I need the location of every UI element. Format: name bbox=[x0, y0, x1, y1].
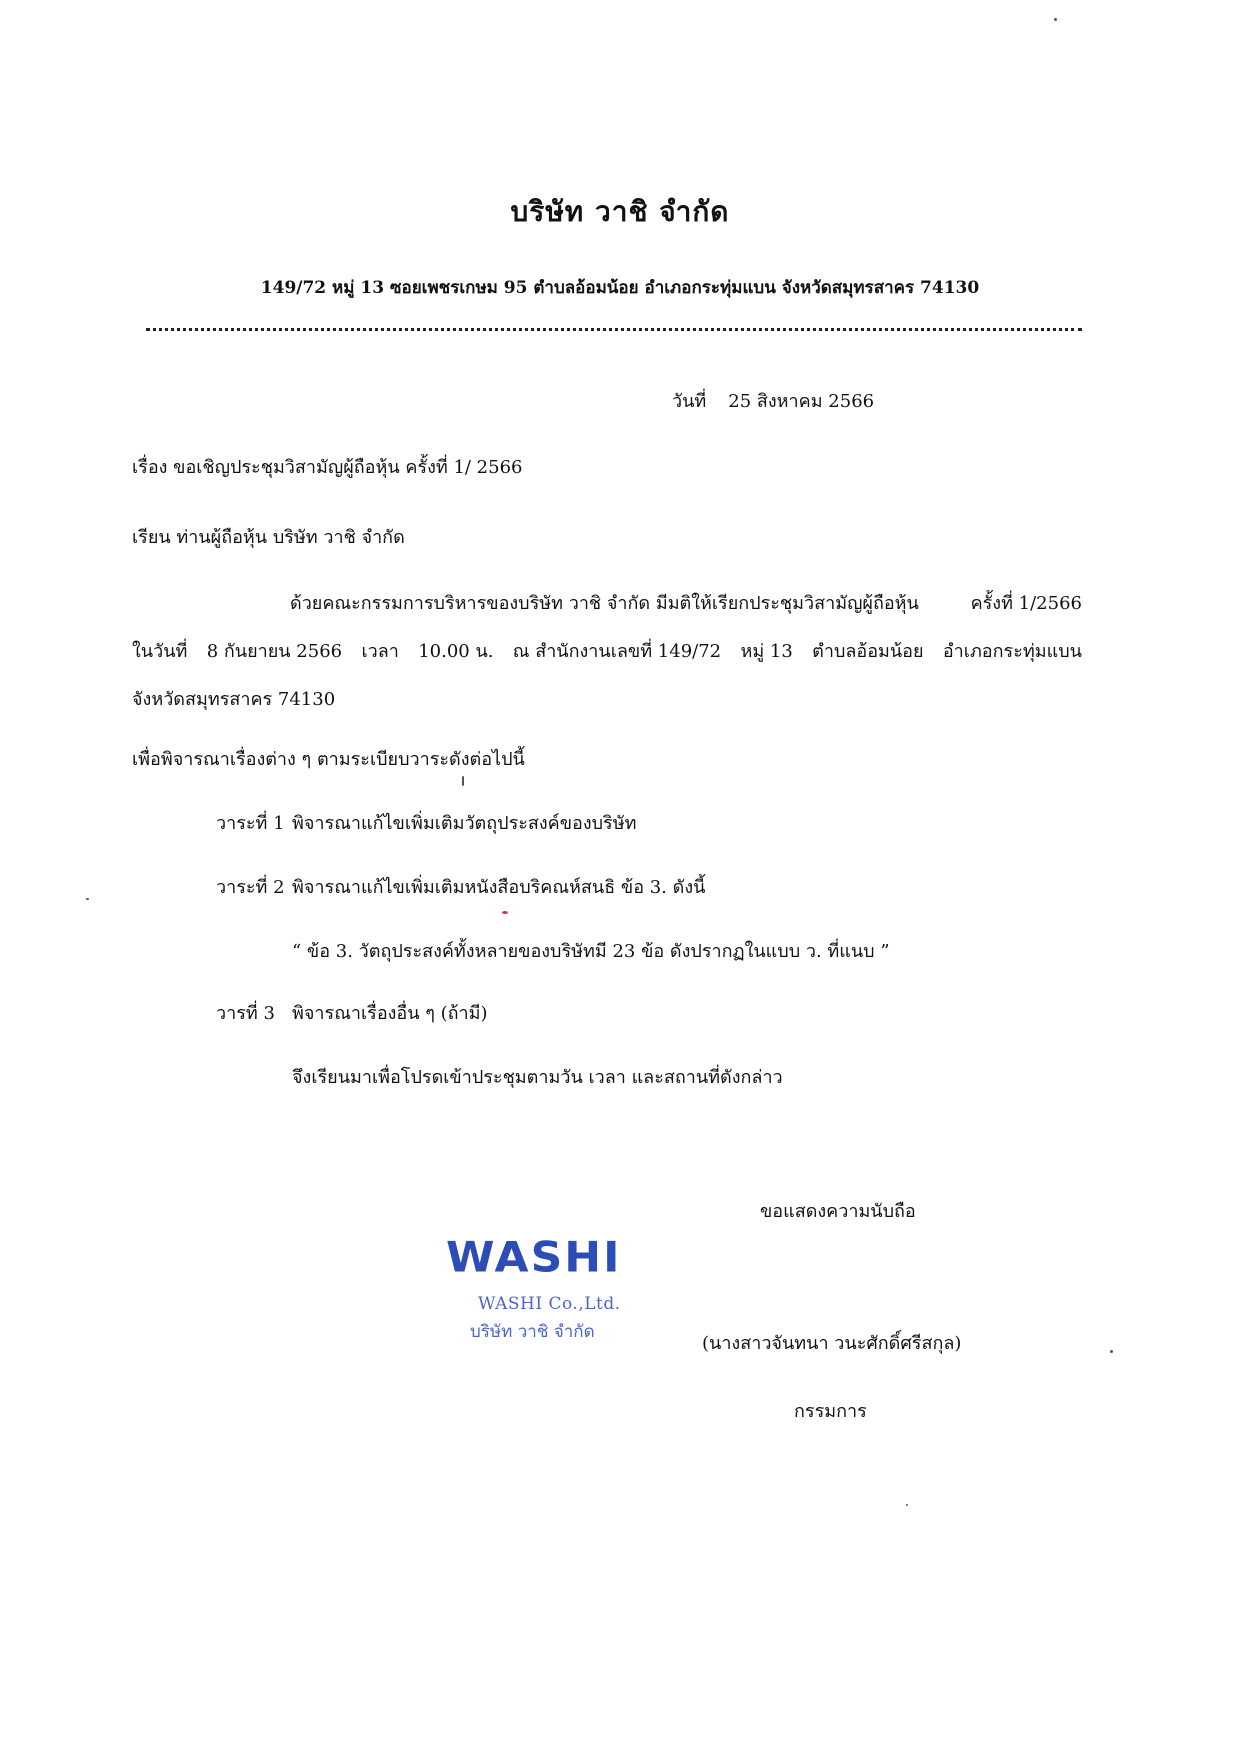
agenda-item bbox=[216, 872, 705, 901]
closing-paragraph: จึงเรียนมาเพื่อโปรดเข้าประชุมตามวัน เวลา และสถานที่ดังกล่าว bbox=[292, 1067, 783, 1088]
agenda-item-number: วาระที่ 1 bbox=[216, 813, 285, 834]
company-name: บริษัท วาชิ จำกัด bbox=[510, 195, 730, 228]
body-line-2-part: 8 กันยายน 2566 bbox=[206, 641, 343, 662]
stamp-logo: WASHI bbox=[446, 1233, 622, 1282]
body-line-1-meeting-no: ครั้งที่ 1/2566 bbox=[970, 593, 1082, 614]
stamp-english-name: WASHI Co.,Ltd. bbox=[478, 1294, 621, 1314]
agenda-intro: เพื่อพิจารณาเรื่องต่าง ๆ ตามระเบียบวาระดังต่อไปนี้ bbox=[132, 749, 525, 770]
body-line-2 bbox=[132, 628, 1082, 676]
body-line-2-part: หมู่ 13 bbox=[740, 641, 793, 662]
body-line-2-part: ณ สำนักงานเลขที่ 149/72 bbox=[512, 641, 722, 662]
body-line-1 bbox=[132, 580, 1082, 628]
agenda-item-number: วาระที่ 2 bbox=[216, 877, 285, 898]
body-line-1-text: ด้วยคณะกรรมการบริหารของบริษัท วาชิ จำกัด มีมติให้เรียกประชุมวิสามัญผู้ถือหุ้น bbox=[290, 593, 919, 614]
agenda-item bbox=[216, 808, 636, 837]
agenda-item-text: พิจารณาเรื่องอื่น ๆ (ถ้ามี) bbox=[292, 1003, 488, 1024]
body-line-3: จังหวัดสมุทรสาคร 74130 bbox=[132, 689, 336, 710]
date-value: 25 สิงหาคม 2566 bbox=[728, 391, 875, 412]
letter-subject: เรื่อง ขอเชิญประชุมวิสามัญผู้ถือหุ้น ครั้งที่ 1/ 2566 bbox=[132, 457, 523, 478]
scan-speck bbox=[906, 1504, 908, 1506]
company-stamp bbox=[442, 1232, 662, 1342]
agenda-quote: “ ข้อ 3. วัตถุประสงค์ทั้งหลายของบริษัทมี 23 ข้อ ดังปรากฏในแบบ ว. ที่แนบ ” bbox=[292, 941, 890, 962]
scan-speck bbox=[462, 776, 464, 786]
signature-regards: ขอแสดงความนับถือ bbox=[760, 1201, 916, 1222]
company-address: 149/72 หมู่ 13 ซอยเพชรเกษม 95 ตำบลอ้อมน้อย อำเภอกระทุ่มแบน จังหวัดสมุทรสาคร 74130 bbox=[260, 278, 980, 298]
body-line-2-part: ตำบลอ้อมน้อย bbox=[812, 641, 924, 662]
scan-speck bbox=[1110, 1350, 1113, 1353]
agenda-item-text: พิจารณาแก้ไขเพิ่มเติมหนังสือบริคณห์สนธิ ข้อ 3. ดังนี้ bbox=[292, 877, 706, 898]
scan-speck bbox=[502, 911, 508, 914]
letter-date bbox=[672, 386, 874, 415]
date-label: วันที่ bbox=[672, 391, 707, 412]
header-divider bbox=[146, 328, 1082, 331]
agenda-item-number: วารที่ 3 bbox=[216, 1003, 275, 1024]
body-line-2-part: ในวันที่ bbox=[132, 641, 188, 662]
body-line-2-part: เวลา bbox=[361, 641, 399, 662]
scan-speck bbox=[86, 898, 89, 900]
scan-speck bbox=[1054, 18, 1057, 21]
letter-recipient: เรียน ท่านผู้ถือหุ้น บริษัท วาชิ จำกัด bbox=[132, 527, 405, 548]
agenda-item-text: พิจารณาแก้ไขเพิ่มเติมวัตถุประสงค์ของบริษัท bbox=[292, 813, 637, 834]
body-line-2-part: 10.00 น. bbox=[418, 641, 494, 662]
body-paragraph bbox=[132, 580, 1082, 724]
body-line-2-part: อำเภอกระทุ่มแบน bbox=[942, 641, 1082, 662]
stamp-thai-name: บริษัท วาชิ จำกัด bbox=[470, 1322, 595, 1342]
signer-name: (นางสาวจันทนา วนะศักดิ์ศรีสกุล) bbox=[702, 1333, 962, 1354]
agenda-item bbox=[216, 998, 488, 1027]
signer-title: กรรมการ bbox=[794, 1401, 867, 1422]
